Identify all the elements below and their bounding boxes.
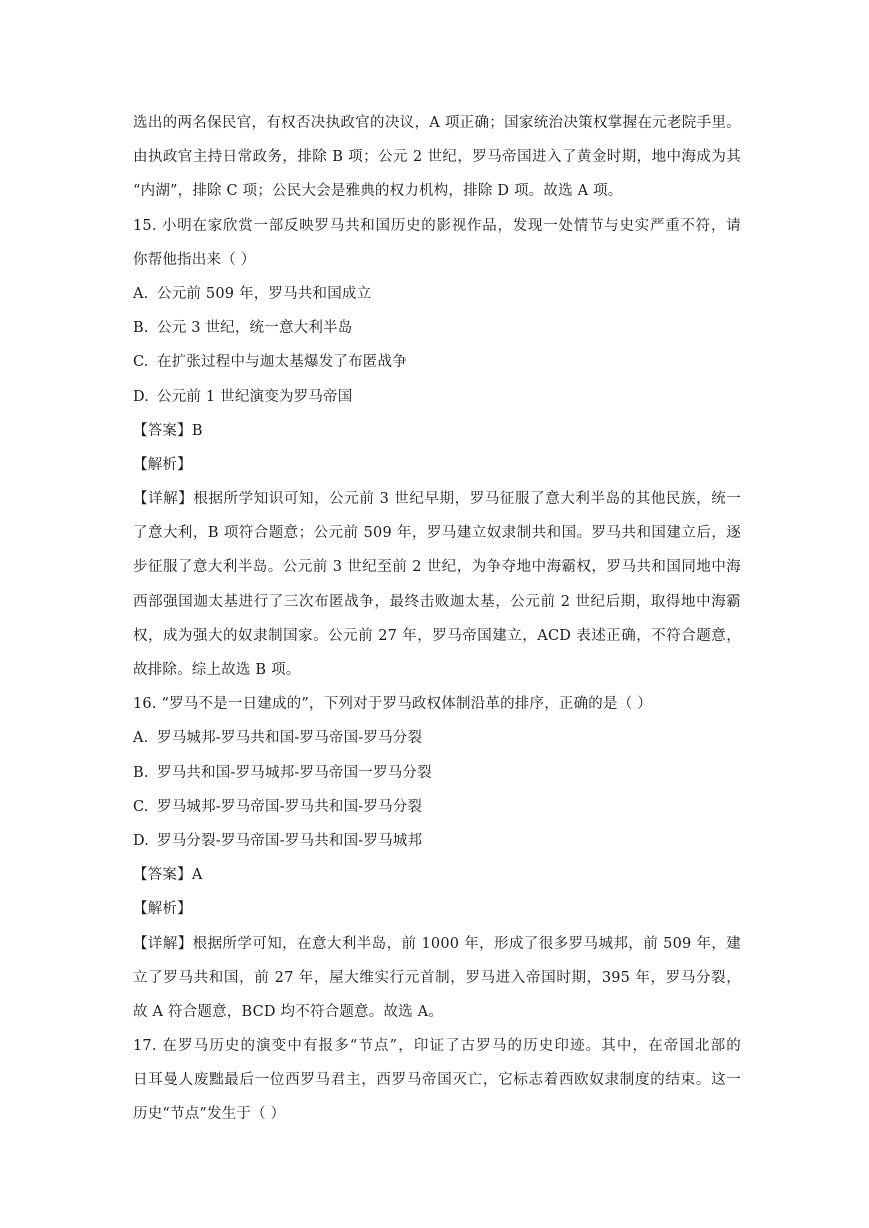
- detail-line: 立了罗马共和国，前 27 年，屋大维实行元首制，罗马进入帝国时期，395 年，罗马分裂，: [133, 969, 741, 986]
- option-d: [133, 380, 741, 414]
- option-text: 罗马城邦-罗马共和国-罗马帝国-罗马分裂: [157, 730, 423, 747]
- question-stem-line: 17. 在罗马历史的演变中有报多“节点”，印证了古罗马的历史印迹。其中，在帝国北部的: [133, 1038, 741, 1055]
- option-text: 罗马分裂-罗马帝国-罗马共和国-罗马城邦: [157, 832, 423, 849]
- detail-line: 故排除。综上故选 B 项。: [133, 662, 301, 678]
- option-letter: C.: [133, 354, 149, 371]
- question-17: [133, 1029, 741, 1132]
- question-stem-line: 15. 小明在家欣赏一部反映罗马共和国历史的影视作品，发现一处情节与史实严重不符，请: [133, 217, 741, 234]
- question-stem-line: 你帮他指出来（ ）: [133, 251, 256, 268]
- option-letter: B.: [133, 320, 149, 337]
- option-text: 罗马共和国-罗马城邦-罗马帝国一罗马分裂: [157, 764, 432, 781]
- prev-analysis-line: “内湖”，排除 C 项；公民大会是雅典的权力机构，排除 D 项。故选 A 项。: [133, 183, 623, 200]
- question-stem-line: 16. “罗马不是一日建成的”，下列对于罗马政权体制沿革的排序，正确的是（ ）: [133, 696, 652, 713]
- detail-line: 【详解】根据所学知识可知，公元前 3 世纪早期，罗马征服了意大利半岛的其他民族，统一: [133, 491, 741, 508]
- prev-analysis: [133, 106, 741, 209]
- option-c: [133, 790, 741, 824]
- option-text: 在扩张过程中与迦太基爆发了布匿战争: [157, 354, 407, 371]
- option-b: [133, 756, 741, 790]
- option-text: 罗马城邦-罗马帝国-罗马共和国-罗马分裂: [157, 798, 423, 815]
- option-letter: A.: [133, 285, 149, 302]
- analysis-tag: 【解析】: [133, 456, 192, 473]
- option-a: [133, 721, 741, 755]
- detail-line: 权，成为强大的奴隶制国家。公元前 27 年，罗马帝国建立，ACD 表述正确，不符合题意，: [133, 627, 741, 644]
- analysis-tag: 【解析】: [133, 901, 192, 918]
- answer-line: [133, 414, 741, 448]
- detail-line: 了意大利，B 项符合题意；公元前 509 年，罗马建立奴隶制共和国。罗马共和国建立后，逐: [133, 525, 741, 542]
- option-text: 公元前 1 世纪演变为罗马帝国: [157, 388, 353, 405]
- option-letter: A.: [133, 730, 149, 747]
- option-letter: D.: [133, 832, 150, 849]
- option-letter: B.: [133, 764, 149, 781]
- option-letter: C.: [133, 798, 149, 815]
- question-16: [133, 687, 741, 1029]
- option-letter: D.: [133, 388, 150, 405]
- document-content: [133, 106, 741, 1132]
- option-d: [133, 824, 741, 858]
- detail-line: 西部强国迦太基进行了三次布匿战争，最终击败迦太基，公元前 2 世纪后期，取得地中海霸: [133, 593, 741, 610]
- option-text: 公元 3 世纪，统一意大利半岛: [157, 320, 353, 337]
- question-stem-line: 日耳曼人废黜最后一位西罗马君主，西罗马帝国灭亡，它标志着西欧奴隶制度的结束。这一: [133, 1072, 741, 1089]
- detail-line: 步征服了意大利半岛。公元前 3 世纪至前 2 世纪，为争夺地中海霸权，罗马共和国同地中海: [133, 559, 741, 576]
- prev-analysis-line: 由执政官主持日常政务，排除 B 项；公元 2 世纪，罗马帝国进入了黄金时期，地中海成为其: [133, 149, 741, 166]
- answer-value: B: [191, 422, 203, 439]
- answer-line: [133, 858, 741, 892]
- analysis-heading: [133, 892, 741, 926]
- option-a: [133, 277, 741, 311]
- answer-value: A: [191, 867, 203, 884]
- answer-tag: 【答案】: [133, 867, 192, 884]
- answer-tag: 【答案】: [133, 422, 192, 439]
- option-text: 公元前 509 年，罗马共和国成立: [157, 285, 372, 302]
- option-c: [133, 345, 741, 379]
- question-15: [133, 209, 741, 688]
- analysis-heading: [133, 448, 741, 482]
- detail-line: 【详解】根据所学可知，在意大利半岛，前 1000 年，形成了很多罗马城邦，前 509 年，建: [133, 935, 741, 952]
- detail-line: 故 A 符合题意，BCD 均不符合题意。故选 A。: [133, 1003, 444, 1020]
- prev-analysis-line: 选出的两名保民官，有权否决执政官的决议，A 项正确；国家统治决策权掌握在元老院手里。: [133, 115, 741, 131]
- question-stem-line: 历史“节点”发生于（ ）: [133, 1106, 286, 1123]
- option-b: [133, 311, 741, 345]
